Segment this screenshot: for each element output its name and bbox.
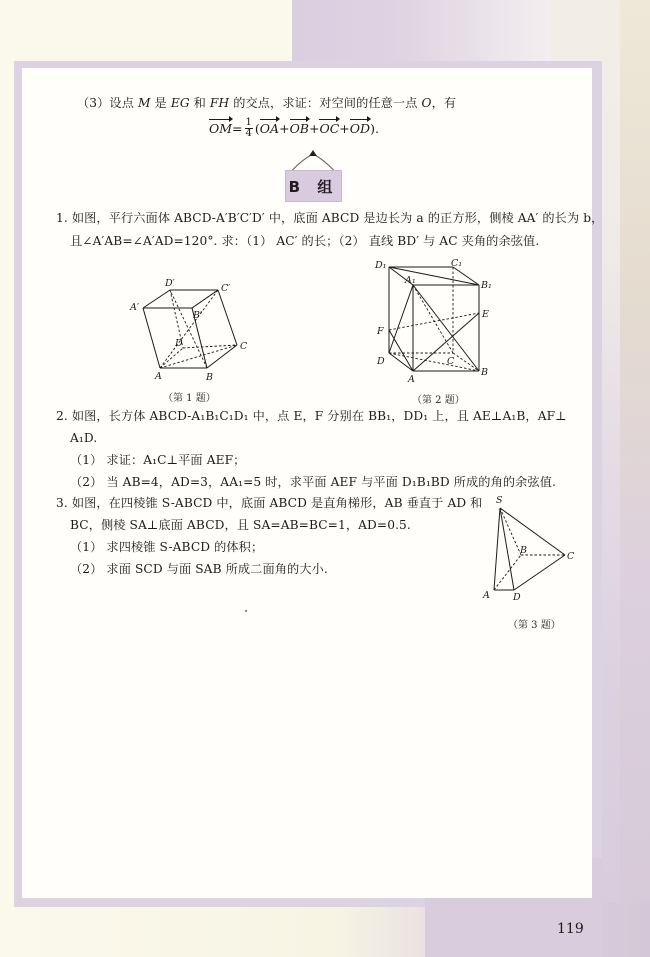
problem-2-part-1: （1） 求证：A₁C⊥平面 AEF； [70, 453, 246, 467]
vector-ob: OB [289, 121, 309, 136]
text-segment: ，有 [431, 96, 457, 110]
text-segment: 的交点，求证：对空间的任意一点 [229, 96, 422, 110]
label-d: D [513, 592, 521, 603]
exercise-a3-statement [77, 95, 456, 111]
problem-2-part-2: （2） 当 AB=4，AD=3，AA₁=5 时，求平面 AEF 与平面 D₁B₁BD 所成的角的余弦值. [70, 475, 556, 489]
page-number: 119 [557, 921, 584, 937]
variable: O [421, 96, 432, 110]
label-d: D [175, 338, 183, 349]
section-sign-b-group: B 组 [285, 170, 342, 202]
label-b: B [481, 367, 488, 378]
plus-sign: + [279, 121, 290, 136]
figure-3-pyramid [480, 495, 580, 605]
label-c-prime: C′ [221, 283, 231, 294]
problem-3-part-2: （2） 求面 SCD 与面 SAB 所成二面角的大小. [70, 562, 328, 576]
fraction-numerator: 1 [245, 117, 252, 128]
label-d1: D₁ [375, 260, 387, 271]
text-segment: （3）设点 [77, 96, 138, 110]
fraction [245, 118, 253, 139]
page-edge-strip [620, 0, 650, 957]
problem-text: 如图，长方体 ABCD-A₁B₁C₁D₁ 中，点 E，F 分别在 BB₁，DD₁ 上，且 AE⊥A₁B，AF⊥ [71, 409, 567, 423]
vector-oa: OA [259, 121, 280, 136]
problem-text: 如图，平行六面体 ABCD-A′B′C′D′ 中，底面 ABCD 是边长为 a 的正方形，侧棱 AA′ 的长为 b， [71, 211, 604, 225]
figure-3-caption: （第 3 题） [508, 620, 561, 631]
variable: EG [170, 96, 190, 110]
label-a: A [408, 374, 415, 385]
label-c: C [447, 356, 455, 367]
label-e: E [482, 309, 489, 320]
problem-3-line-1 [56, 495, 482, 511]
vector-od: OD [349, 121, 371, 136]
text-segment: 和 [189, 96, 210, 110]
figure-1-caption: （第 1 题） [163, 393, 216, 404]
problem-number: 1. [56, 211, 68, 225]
variable: FH [209, 96, 230, 110]
label-s: S [496, 495, 503, 506]
vector-oc: OC [319, 121, 340, 136]
figure-1-parallelepiped [120, 270, 260, 382]
header-color-block [292, 0, 550, 62]
problem-1-line-2: 且∠A′AB=∠A′AD=120°. 求：（1） AC′ 的长；（2） 直线 BD′ 与 AC 夹角的余弦值. [70, 234, 540, 248]
print-speck [245, 610, 247, 612]
label-c: C [567, 551, 575, 562]
problem-2-line-2: A₁D. [70, 431, 98, 445]
figure-2-rectangular-box [370, 255, 500, 385]
label-b: B [206, 372, 213, 382]
label-a: A [155, 371, 162, 382]
problem-2-line-1 [56, 408, 567, 424]
problem-3-part-1: （1） 求四棱锥 S-ABCD 的体积； [70, 540, 264, 554]
text-segment: 是 [150, 96, 171, 110]
label-b: B [520, 545, 527, 556]
problem-text: 如图，在四棱锥 S-ABCD 中，底面 ABCD 是直角梯形，AB 垂直于 AD 和 [71, 496, 483, 510]
label-f: F [377, 326, 384, 337]
variable: M [137, 96, 151, 110]
label-a1: A₁ [405, 275, 416, 286]
label-a-prime: A′ [130, 302, 140, 313]
label-d: D [377, 356, 385, 367]
label-b1: B₁ [481, 280, 492, 291]
close-paren: ). [370, 121, 379, 136]
plus-sign: + [339, 121, 350, 136]
label-d-prime: D′ [165, 278, 175, 289]
label-c1: C₁ [451, 258, 463, 269]
equals-sign: = [232, 121, 243, 136]
fraction-denominator: 4 [245, 128, 252, 139]
label-b-prime: B′ [193, 310, 203, 321]
problem-3-line-2: BC，侧棱 SA⊥底面 ABCD，且 SA=AB=BC=1，AD=0.5. [70, 518, 411, 532]
figure-2-caption: （第 2 题） [412, 395, 465, 406]
plus-sign: + [309, 121, 320, 136]
vector-om: OM [209, 121, 233, 136]
problem-number: 3. [56, 496, 68, 510]
label-a: A [483, 590, 490, 601]
problem-number: 2. [56, 409, 68, 423]
open-paren: ( [254, 121, 260, 136]
problem-1-line-1 [56, 210, 603, 226]
vector-formula [209, 118, 379, 139]
label-c: C [240, 341, 248, 352]
